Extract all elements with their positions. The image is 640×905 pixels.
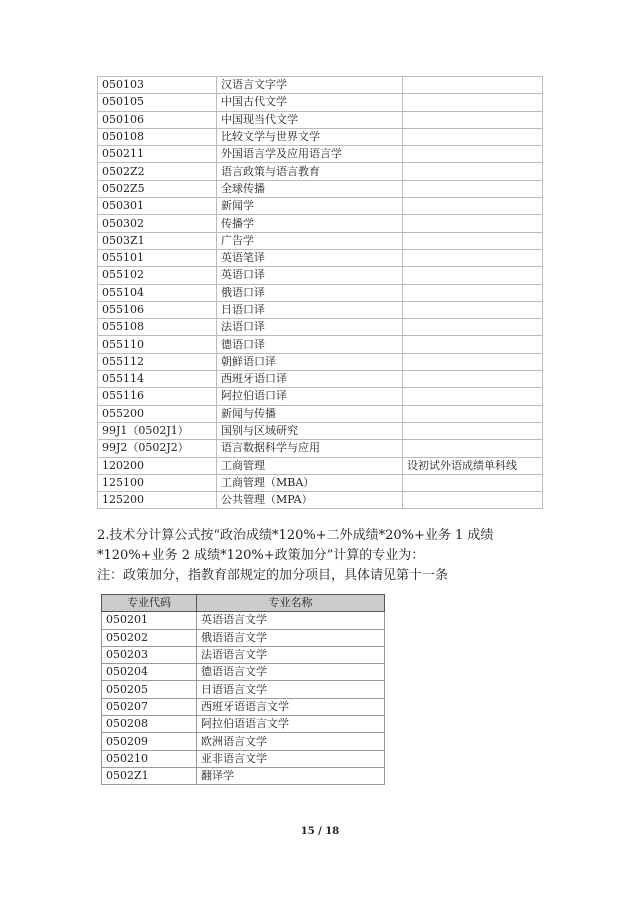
table-row: [102, 646, 385, 663]
section-2-heading: 2.技术分计算公式按“政治成绩*120%+二外成绩*20%+业务 1 成绩*120%+业务 2 成绩*120%+政策加分”计算的专业为：: [97, 528, 494, 563]
table-cell: [403, 492, 543, 509]
table-row: [98, 336, 543, 353]
table-cell: 法语语言文学: [197, 646, 385, 663]
table-row: [98, 146, 543, 163]
table-cell: 050208: [102, 716, 197, 733]
table-row: [98, 353, 543, 370]
table-cell: 055106: [98, 301, 217, 318]
table-row: [98, 232, 543, 249]
table-cell: 阿拉伯语口译: [217, 388, 403, 405]
table-cell: 法语口译: [217, 319, 403, 336]
table-row: [98, 198, 543, 215]
table-cell: 050108: [98, 128, 217, 145]
table-cell: 050202: [102, 629, 197, 646]
table-row: [98, 284, 543, 301]
table-cell: 055104: [98, 284, 217, 301]
table-cell: [403, 267, 543, 284]
table-cell: 0502Z1: [102, 767, 197, 784]
table-cell: 比较文学与世界文学: [217, 128, 403, 145]
table-row: [98, 180, 543, 197]
table-cell: [403, 301, 543, 318]
table-cell: 公共管理（MPA）: [217, 492, 403, 509]
table-cell: [403, 94, 543, 111]
table-row: [102, 767, 385, 784]
table-cell: 050302: [98, 215, 217, 232]
table-cell: [403, 180, 543, 197]
table-cell: 日语口译: [217, 301, 403, 318]
table-cell: 汉语言文字学: [217, 77, 403, 94]
table-cell: [403, 405, 543, 422]
table-cell: 俄语语言文学: [197, 629, 385, 646]
table-cell: 0502Z5: [98, 180, 217, 197]
table-cell: 120200: [98, 457, 217, 474]
table-row: [102, 698, 385, 715]
table-row: [102, 629, 385, 646]
table-cell: 055101: [98, 249, 217, 266]
table-cell: 99J2（0502J2）: [98, 440, 217, 457]
table-row: [102, 664, 385, 681]
table-cell: [403, 77, 543, 94]
table-cell: 055112: [98, 353, 217, 370]
table-row: [98, 94, 543, 111]
table-row: [102, 750, 385, 767]
table-cell: 050103: [98, 77, 217, 94]
table-cell: [403, 319, 543, 336]
table-cell: [403, 422, 543, 439]
header-name: 专业名称: [197, 595, 385, 612]
table-cell: 中国古代文学: [217, 94, 403, 111]
table-cell: 德语口译: [217, 336, 403, 353]
table-row: [102, 681, 385, 698]
table-cell: 055200: [98, 405, 217, 422]
table-cell: [403, 163, 543, 180]
table-cell: 中国现当代文学: [217, 111, 403, 128]
table-row: [98, 388, 543, 405]
table-cell: 德语语言文学: [197, 664, 385, 681]
table-row: [98, 111, 543, 128]
table-cell: 050211: [98, 146, 217, 163]
table-cell: [403, 232, 543, 249]
table-cell: 055110: [98, 336, 217, 353]
table-row: [98, 128, 543, 145]
table-cell: [403, 128, 543, 145]
table-cell: [403, 336, 543, 353]
table-cell: 俄语口译: [217, 284, 403, 301]
table-row: [98, 457, 543, 474]
table-row: [98, 249, 543, 266]
table-cell: 英语口译: [217, 267, 403, 284]
page-number: 15 / 18: [300, 826, 340, 837]
table-cell: 工商管理（MBA）: [217, 474, 403, 491]
table-cell: 125100: [98, 474, 217, 491]
table-cell: 全球传播: [217, 180, 403, 197]
table-cell: 050301: [98, 198, 217, 215]
majors-table-1: [97, 76, 543, 509]
table-cell: [403, 353, 543, 370]
table-cell: [403, 111, 543, 128]
table-cell: 050210: [102, 750, 197, 767]
table-row: [102, 716, 385, 733]
table-cell: 0502Z2: [98, 163, 217, 180]
table-row: [98, 215, 543, 232]
table-cell: 英语笔译: [217, 249, 403, 266]
table-cell: 传播学: [217, 215, 403, 232]
table-cell: 055102: [98, 267, 217, 284]
table-cell: 125200: [98, 492, 217, 509]
table-row: [98, 422, 543, 439]
table-cell: 国别与区域研究: [217, 422, 403, 439]
table-row: [98, 440, 543, 457]
table-row: [102, 733, 385, 750]
section-2-note: 注：政策加分，指教育部规定的加分项目，具体请见第十一条: [97, 568, 449, 583]
table-cell: 新闻学: [217, 198, 403, 215]
table-cell: 055108: [98, 319, 217, 336]
table-cell: [403, 215, 543, 232]
table-cell: 外国语言学及应用语言学: [217, 146, 403, 163]
header-code: 专业代码: [102, 595, 197, 612]
table-cell: 阿拉伯语语言文学: [197, 716, 385, 733]
table-cell: 日语语言文学: [197, 681, 385, 698]
table-cell: [403, 284, 543, 301]
table-cell: 055114: [98, 371, 217, 388]
table-cell: [403, 440, 543, 457]
table-cell: 西班牙语语言文学: [197, 698, 385, 715]
table-cell: [403, 249, 543, 266]
table-cell: 050105: [98, 94, 217, 111]
table-cell: 西班牙语口译: [217, 371, 403, 388]
table-row: [98, 371, 543, 388]
table-row: [98, 77, 543, 94]
table-cell: [403, 474, 543, 491]
majors-table-2: [101, 594, 385, 785]
table-cell: 050201: [102, 612, 197, 629]
table-cell: 工商管理: [217, 457, 403, 474]
table-cell: 设初试外语成绩单科线: [403, 457, 543, 474]
table-cell: 广告学: [217, 232, 403, 249]
table-cell: [403, 371, 543, 388]
table-cell: 99J1（0502J1）: [98, 422, 217, 439]
table-cell: [403, 146, 543, 163]
table-cell: 翻译学: [197, 767, 385, 784]
table-row: [98, 163, 543, 180]
table-row: [98, 267, 543, 284]
table-cell: 050203: [102, 646, 197, 663]
table-cell: 050204: [102, 664, 197, 681]
table-cell: [403, 388, 543, 405]
table-cell: 055116: [98, 388, 217, 405]
table-cell: 050207: [102, 698, 197, 715]
table-cell: 050209: [102, 733, 197, 750]
table-cell: 语言数据科学与应用: [217, 440, 403, 457]
table-row: [98, 492, 543, 509]
table-cell: [403, 198, 543, 215]
table-cell: 英语语言文学: [197, 612, 385, 629]
table-cell: 050205: [102, 681, 197, 698]
table-row: [98, 319, 543, 336]
table-cell: 新闻与传播: [217, 405, 403, 422]
table-cell: 欧洲语言文学: [197, 733, 385, 750]
table-row: [98, 474, 543, 491]
table-cell: 亚非语言文学: [197, 750, 385, 767]
table-row: [98, 405, 543, 422]
table-cell: 0503Z1: [98, 232, 217, 249]
table-cell: 语言政策与语言教育: [217, 163, 403, 180]
table-row: [98, 301, 543, 318]
table-cell: 050106: [98, 111, 217, 128]
table-cell: 朝鲜语口译: [217, 353, 403, 370]
table-row: [102, 612, 385, 629]
